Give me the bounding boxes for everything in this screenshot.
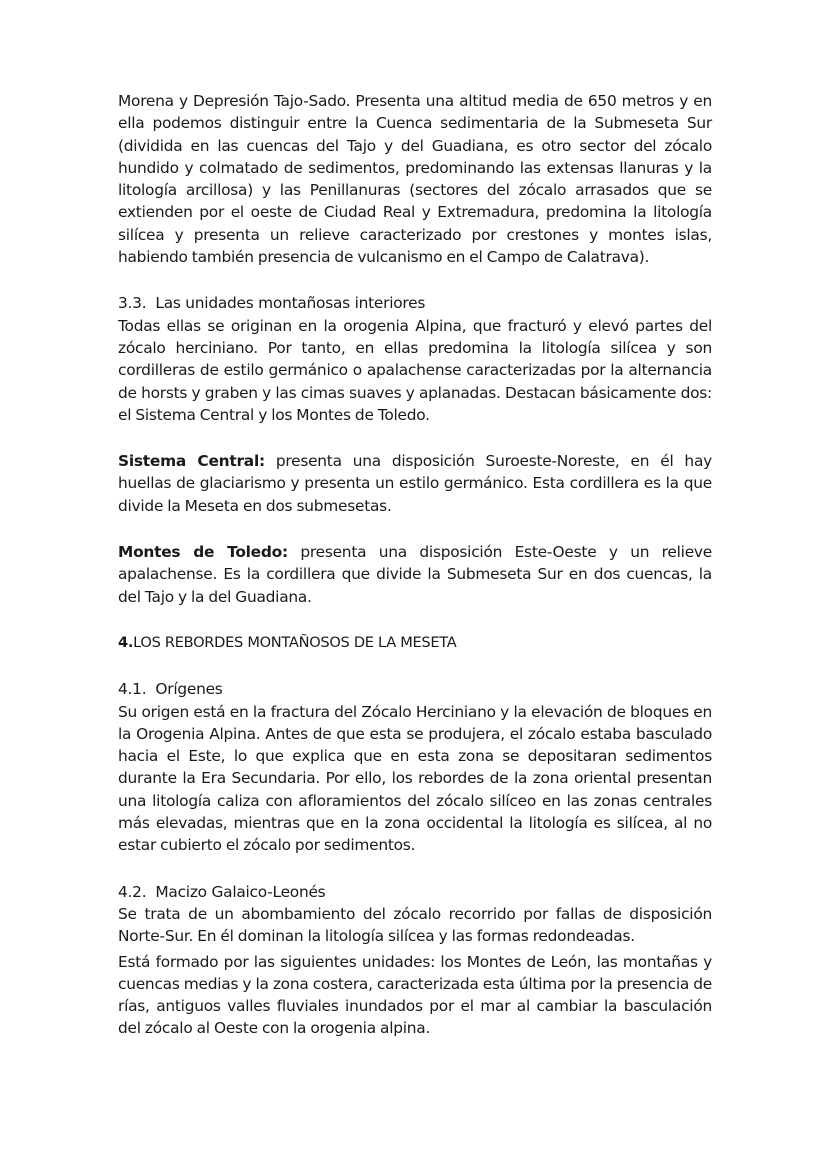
section-3-3-title: Las unidades montañosas interiores (155, 294, 426, 313)
section-4-number: 4. (118, 633, 134, 651)
spacer (118, 608, 712, 632)
section-4-1-body: Su origen está en la fractura del Zócalo Herciniano y la elevación de bloques en la Orogenia Alpina. Antes de que esta se produjera, el zócalo estaba basculado hacia el Este, lo que explica que en esta zona se depositaran sedimentos durante la Era Secundaria. Por ello, los rebordes de la zona oriental presentan una litología caliza con afloramientos del zócalo silíceo en las zonas centrales más elevadas, mientras que en la zona occidental la litología es silícea, al no estar cubierto el zócalo por sedimentos. (118, 702, 712, 855)
section-4-heading (118, 632, 712, 654)
section-4-2-heading (118, 881, 712, 903)
sistema-central-paragraph (118, 450, 712, 517)
section-3-3-heading (118, 292, 712, 314)
intro-paragraph: Morena y Depresión Tajo-Sado. Presenta una altitud media de 650 metros y en ella podemos distinguir entre la Cuenca sedimentaria de la Submeseta Sur (dividida en las cuencas del Tajo y del Guadiana, es otro sector del zócalo hundido y colmatado de sedimentos, predominando las extensas llanuras y la litología arcillosa) y las Penillanuras (sectores del zócalo arrasados que se extienden por el oeste de Ciudad Real y Extremadura, predomina la litología silícea y presenta un relieve caracterizado por crestones y montes islas, habiendo también presencia de vulcanismo en el Campo de Calatrava). (118, 92, 712, 267)
spacer (118, 268, 712, 292)
montes-toledo-label: Montes de Toledo: (118, 543, 288, 562)
section-3-3-number: 3.3. (118, 294, 147, 313)
sistema-central-text: presenta una disposición Suroeste-Noreste, en él hay huellas de glaciarismo y presenta un estilo germánico. Esta cordillera es la que divide la Meseta en dos submesetas. (118, 452, 712, 515)
section-4-2-body-2: Está formado por las siguientes unidades: los Montes de León, las montañas y cuencas medias y la zona costera, caracterizada esta última por la presencia de rías, antiguos valles fluviales inundados por el mar al cambiar la basculación del zócalo al Oeste con la orogenia alpina. (118, 952, 712, 1038)
spacer (118, 857, 712, 881)
sistema-central-label: Sistema Central: (118, 452, 265, 471)
section-4-2-body-1: Se trata de un abombamiento del zócalo recorrido por fallas de disposición Norte-Sur. En él dominan la litología silícea y las formas redondeadas. (118, 904, 712, 946)
section-4-2-title: Macizo Galaico-Leonés (155, 882, 326, 901)
spacer (118, 517, 712, 541)
spacer (118, 426, 712, 450)
document-page (118, 90, 712, 1040)
montes-toledo-text: presenta una disposición Este-Oeste y un relieve apalachense. Es la cordillera que divide la Submeseta Sur en dos cuencas, la del Tajo y la del Guadiana. (118, 543, 712, 606)
spacer (118, 654, 712, 678)
section-4-1-heading (118, 678, 712, 700)
section-3-3-body: Todas ellas se originan en la orogenia Alpina, que fracturó y elevó partes del zócalo herciniano. Por tanto, en ellas predomina la litología silícea y son cordilleras de estilo germánico o apalachense caracterizadas por la alternancia de horsts y graben y las cimas suaves y aplanadas. Destacan básicamente dos: el Sistema Central y los Montes de Toledo. (118, 316, 712, 424)
section-4-2-number: 4.2. (118, 882, 147, 901)
section-4-title: LOS REBORDES MONTAÑOSOS DE LA MESETA (133, 633, 457, 651)
section-4-1-title: Orígenes (155, 680, 223, 699)
section-4-1-number: 4.1. (118, 680, 147, 699)
montes-toledo-paragraph (118, 541, 712, 608)
